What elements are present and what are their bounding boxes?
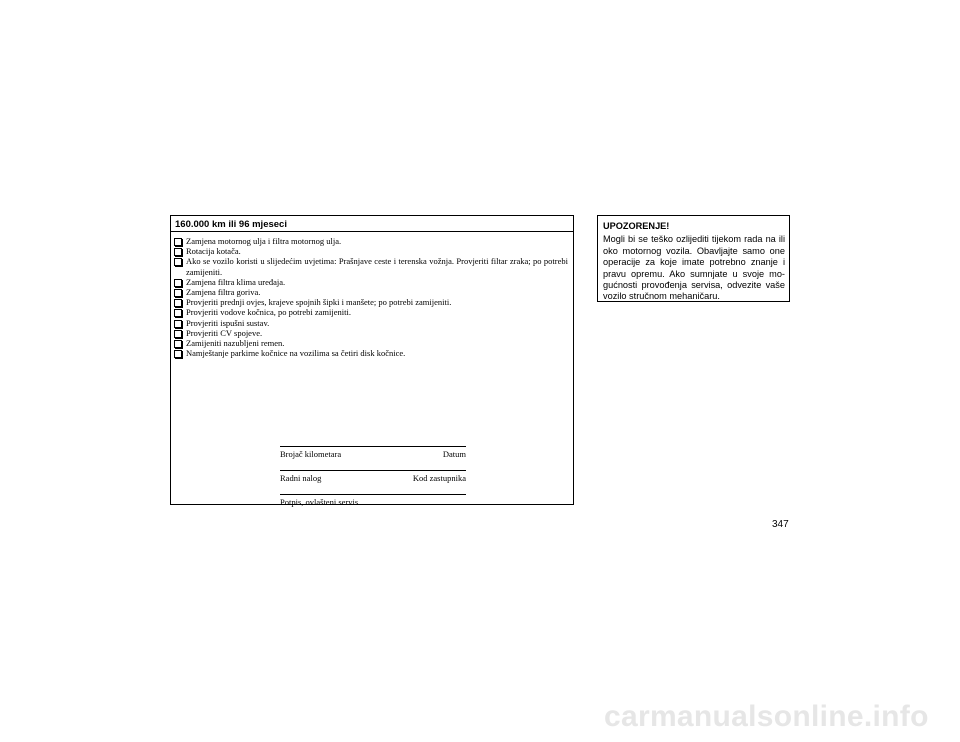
checkbox-icon: [174, 350, 182, 358]
dealer-code-label: Kod zastupnika: [412, 473, 466, 483]
checkbox-icon: [174, 238, 182, 246]
list-item: Zamjena filtra klima uređaja.: [174, 277, 568, 287]
checkbox-icon: [174, 289, 182, 297]
list-item: Provjeriti CV spojeve.: [174, 328, 568, 338]
warning-box: [597, 215, 790, 302]
checkbox-icon: [174, 309, 182, 317]
checkbox-icon: [174, 279, 182, 287]
signature-rule: [280, 470, 466, 471]
work-order-label: Radni nalog: [280, 473, 322, 483]
checkbox-icon: [174, 340, 182, 348]
service-interval-title: 160.000 km ili 96 mjeseci: [175, 219, 287, 230]
list-item: Zamjena motornog ulja i filtra motornog ulja.: [174, 236, 568, 246]
list-item: Ako se vozilo koristi u slijedećim uvjetima: Prašnjave ceste i terenska vožnja. Provjeriti filtar zraka; po potrebi zamijeniti.: [174, 256, 568, 276]
warning-title: UPOZORENJE!: [603, 221, 670, 231]
odometer-label: Brojač kilometara: [280, 449, 342, 459]
checkbox-icon: [174, 330, 182, 338]
list-item: Namještanje parkirne kočnice na vozilima sa četiri disk kočnice.: [174, 348, 568, 358]
maintenance-task-list: [174, 236, 568, 358]
checkbox-icon: [174, 320, 182, 328]
title-divider: [171, 231, 573, 232]
list-item: Provjeriti prednji ovjes, krajeve spojnih šipki i manšete; po potrebi zamijeniti.: [174, 297, 568, 307]
signature-rule: [280, 446, 466, 447]
warning-text: Mogli bi se teško ozlijediti tijekom rada na ili oko motornog vozila. Obavljajte samo one operacije za koje imate potrebno znanje i pravu opremu. Ako sumnjate u svoje mo-gućnosti provođenja servisa, odvezite vaše vozilo stručnom mehaničaru.: [603, 234, 785, 302]
list-item: Rotacija kotača.: [174, 246, 568, 256]
list-item: Zamijeniti nazubljeni remen.: [174, 338, 568, 348]
checkbox-icon: [174, 299, 182, 307]
signature-line: [280, 494, 466, 507]
date-label: Datum: [442, 449, 466, 459]
list-item: Zamjena filtra goriva.: [174, 287, 568, 297]
signature-label: Potpis, ovlašteni servis: [280, 497, 359, 507]
odometer-date-line: [280, 446, 466, 459]
signature-rule: [280, 494, 466, 495]
watermark: carmanualsonline.info: [604, 700, 929, 733]
checkbox-icon: [174, 248, 182, 256]
checkbox-icon: [174, 258, 182, 266]
list-item: Provjeriti vodove kočnica, po potrebi zamijeniti.: [174, 307, 568, 317]
service-interval-box: [170, 215, 574, 505]
list-item: Provjeriti ispušni sustav.: [174, 318, 568, 328]
page-number: 347: [772, 519, 789, 530]
work-order-dealer-line: [280, 470, 466, 483]
